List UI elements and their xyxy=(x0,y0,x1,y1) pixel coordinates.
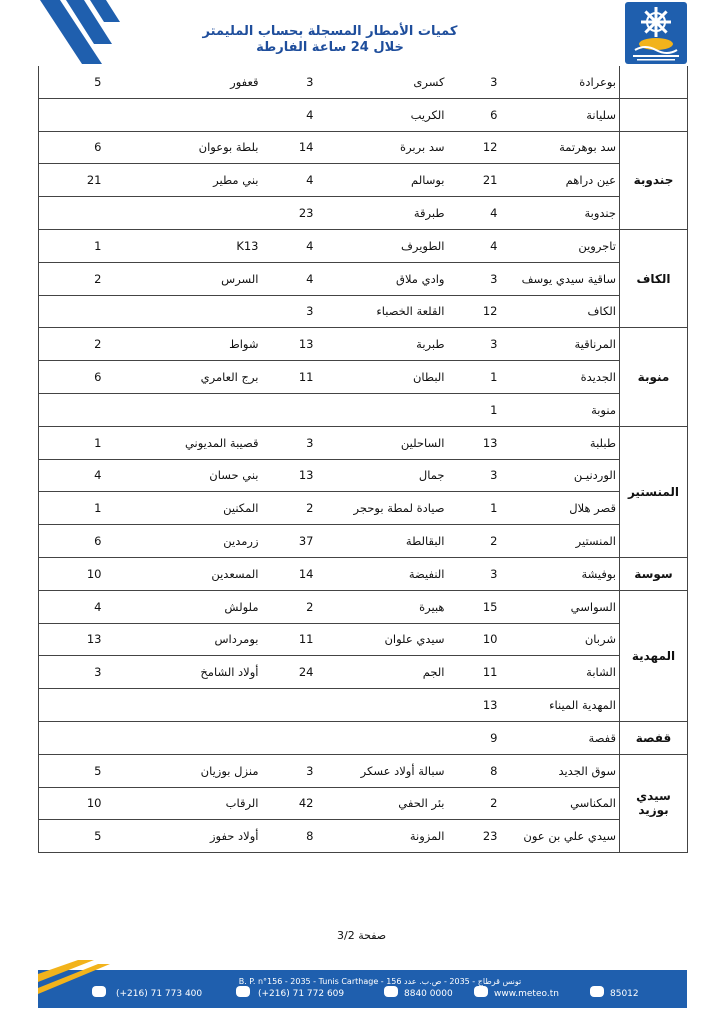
rainfall-value: 3 xyxy=(39,656,104,689)
station-name: المزونة xyxy=(316,820,448,853)
governorate-name: جندوبة xyxy=(620,131,688,229)
table-row xyxy=(39,98,688,131)
rainfall-value: 1 xyxy=(448,361,500,394)
station-name: طبربة xyxy=(316,328,448,361)
station-name: بوعرادة xyxy=(500,66,620,98)
station-name: الجديدة xyxy=(500,361,620,394)
station-name: الكريب xyxy=(316,98,448,131)
rainfall-value: 12 xyxy=(448,295,500,328)
rainfall-value: 11 xyxy=(262,623,316,656)
station-name: الساحلين xyxy=(316,426,448,459)
station-name: أولاد حفوز xyxy=(104,820,262,853)
rainfall-value: 5 xyxy=(39,754,104,787)
table-row xyxy=(39,623,688,656)
rainfall-value: 6 xyxy=(39,131,104,164)
rainfall-value: 2 xyxy=(39,328,104,361)
table-row xyxy=(39,492,688,525)
rainfall-value: 1 xyxy=(39,229,104,262)
station-name: السواسي xyxy=(500,590,620,623)
table-row xyxy=(39,525,688,558)
rainfall-value: 3 xyxy=(448,328,500,361)
governorate-name: الكاف xyxy=(620,229,688,327)
station-name: بلطة بوعوان xyxy=(104,131,262,164)
station-name: شواط xyxy=(104,328,262,361)
table-row xyxy=(39,328,688,361)
station-name: قصر هلال xyxy=(500,492,620,525)
rainfall-value: 13 xyxy=(448,689,500,722)
table-row xyxy=(39,361,688,394)
station-name: السرس xyxy=(104,262,262,295)
rainfall-value: 3 xyxy=(448,262,500,295)
rainfall-value: 23 xyxy=(262,197,316,230)
station-name: طبرقة xyxy=(316,197,448,230)
table-row xyxy=(39,459,688,492)
rainfall-value: 13 xyxy=(448,426,500,459)
station-name: شربان xyxy=(500,623,620,656)
rainfall-value xyxy=(262,393,316,426)
station-name: المسعدين xyxy=(104,557,262,590)
station-name: جمال xyxy=(316,459,448,492)
station-name: أولاد الشامخ xyxy=(104,656,262,689)
mobile-icon xyxy=(590,986,604,997)
rainfall-value: 3 xyxy=(448,66,500,98)
station-name: ساقية سيدي يوسف xyxy=(500,262,620,295)
table-row xyxy=(39,295,688,328)
phone-green-icon xyxy=(384,986,398,997)
table-row xyxy=(39,721,688,754)
rainfall-value: 15 xyxy=(448,590,500,623)
station-name: سيدي علي بن عون xyxy=(500,820,620,853)
station-name: القلعة الخصباء xyxy=(316,295,448,328)
rainfall-value: 21 xyxy=(448,164,500,197)
station-name: منزل بوزيان xyxy=(104,754,262,787)
table-row xyxy=(39,131,688,164)
rainfall-value: 2 xyxy=(262,492,316,525)
governorate-cell-empty xyxy=(620,66,688,98)
station-name: سد بربرة xyxy=(316,131,448,164)
document-title: كميات الأمطار المسجلة بحساب المليمتر xyxy=(202,24,458,39)
rainfall-value: 6 xyxy=(39,525,104,558)
rainfall-value: 8 xyxy=(262,820,316,853)
station-name: جندوبة xyxy=(500,197,620,230)
rainfall-value: 13 xyxy=(39,623,104,656)
rainfall-value: 12 xyxy=(448,131,500,164)
table-row xyxy=(39,426,688,459)
station-name xyxy=(104,393,262,426)
governorate-name: المهدية xyxy=(620,590,688,721)
footer-website[interactable]: www.meteo.tn xyxy=(494,989,559,999)
station-name: عين دراهم xyxy=(500,164,620,197)
rainfall-value xyxy=(262,721,316,754)
rainfall-value: 24 xyxy=(262,656,316,689)
station-name: قفصة xyxy=(500,721,620,754)
table-row xyxy=(39,754,688,787)
page-number: صفحة 3/2 xyxy=(337,929,387,942)
rainfall-value: 3 xyxy=(262,426,316,459)
station-name: تاجروين xyxy=(500,229,620,262)
rainfall-value xyxy=(39,393,104,426)
rainfall-value: 5 xyxy=(39,820,104,853)
rainfall-value: 6 xyxy=(448,98,500,131)
station-name: سبالة أولاد عسكر xyxy=(316,754,448,787)
station-name: برج العامري xyxy=(104,361,262,394)
rainfall-value: 1 xyxy=(39,492,104,525)
table-row xyxy=(39,557,688,590)
station-name: بئر الحفي xyxy=(316,787,448,820)
rainfall-value: 4 xyxy=(262,164,316,197)
table-row xyxy=(39,656,688,689)
rainfall-table xyxy=(38,66,688,853)
rainfall-value: 4 xyxy=(262,229,316,262)
rainfall-value: 3 xyxy=(448,459,500,492)
rainfall-value: 13 xyxy=(262,459,316,492)
rainfall-value: 3 xyxy=(262,66,316,98)
station-name: المكناسي xyxy=(500,787,620,820)
governorate-name: منوبة xyxy=(620,328,688,426)
footer-phone-2: (+216) 71 772 609 xyxy=(258,989,345,999)
rainfall-value: 14 xyxy=(262,131,316,164)
station-name xyxy=(104,197,262,230)
station-name: بني حسان xyxy=(104,459,262,492)
table-row xyxy=(39,689,688,722)
rainfall-value xyxy=(262,689,316,722)
rainfall-value: 1 xyxy=(448,393,500,426)
governorate-name: سوسة xyxy=(620,557,688,590)
station-name: المكنين xyxy=(104,492,262,525)
rainfall-value: 3 xyxy=(262,754,316,787)
rainfall-value: 2 xyxy=(39,262,104,295)
station-name: البطان xyxy=(316,361,448,394)
table-row xyxy=(39,229,688,262)
phone-icon xyxy=(92,986,106,997)
station-name: بوفيشة xyxy=(500,557,620,590)
table-row xyxy=(39,164,688,197)
station-name: K13 xyxy=(104,229,262,262)
station-name: المنستير xyxy=(500,525,620,558)
station-name: كسرى xyxy=(316,66,448,98)
station-name: ملولش xyxy=(104,590,262,623)
station-name: زرمدين xyxy=(104,525,262,558)
institute-logo xyxy=(625,2,687,64)
rainfall-value: 2 xyxy=(448,787,500,820)
station-name: المهدية الميناء xyxy=(500,689,620,722)
rainfall-value: 2 xyxy=(262,590,316,623)
station-name: بني مطير xyxy=(104,164,262,197)
rainfall-value: 37 xyxy=(262,525,316,558)
rainfall-value: 10 xyxy=(39,557,104,590)
rainfall-value: 4 xyxy=(448,197,500,230)
footer-phone-1: (+216) 71 773 400 xyxy=(116,989,203,999)
station-name: وادي ملاق xyxy=(316,262,448,295)
rainfall-value: 10 xyxy=(39,787,104,820)
rainfall-value: 5 xyxy=(39,66,104,98)
governorate-name: المنستير xyxy=(620,426,688,557)
station-name xyxy=(104,98,262,131)
station-name: النفيضة xyxy=(316,557,448,590)
rainfall-value: 8 xyxy=(448,754,500,787)
table-row xyxy=(39,262,688,295)
table-row xyxy=(39,66,688,98)
table-row xyxy=(39,820,688,853)
rainfall-value: 4 xyxy=(262,262,316,295)
rainfall-value: 13 xyxy=(262,328,316,361)
footer-address: B. P. n°156 - 2035 - Tunis Carthage - تونس قرطاج - 2035 - ص.ب. عدد 156 xyxy=(238,977,522,986)
rainfall-value xyxy=(39,721,104,754)
station-name: منوبة xyxy=(500,393,620,426)
governorate-cell-empty xyxy=(620,98,688,131)
rainfall-value: 2 xyxy=(448,525,500,558)
station-name: المرناقية xyxy=(500,328,620,361)
rainfall-value: 14 xyxy=(262,557,316,590)
rainfall-value: 4 xyxy=(39,459,104,492)
rainfall-value xyxy=(39,689,104,722)
rainfall-value: 11 xyxy=(262,361,316,394)
rainfall-value xyxy=(39,98,104,131)
station-name xyxy=(104,295,262,328)
station-name: الجم xyxy=(316,656,448,689)
station-name: هبيرة xyxy=(316,590,448,623)
rainfall-value: 4 xyxy=(262,98,316,131)
station-name: الوردنيـن xyxy=(500,459,620,492)
station-name xyxy=(316,721,448,754)
station-name: الشابة xyxy=(500,656,620,689)
fax-icon xyxy=(236,986,250,997)
rainfall-value: 11 xyxy=(448,656,500,689)
governorate-name: سيدي بوزيد xyxy=(620,754,688,852)
footer-phone-4: 85012 xyxy=(610,989,639,999)
station-name: سوق الجديد xyxy=(500,754,620,787)
station-name: بومرداس xyxy=(104,623,262,656)
governorate-name: قفصة xyxy=(620,721,688,754)
station-name: صيادة لمطة بوحجر xyxy=(316,492,448,525)
station-name: الرقاب xyxy=(104,787,262,820)
station-name: سيدي علوان xyxy=(316,623,448,656)
station-name xyxy=(316,393,448,426)
station-name xyxy=(104,689,262,722)
station-name: البقالطة xyxy=(316,525,448,558)
rainfall-value xyxy=(39,197,104,230)
document-subtitle: خلال 24 ساعة الفارطة xyxy=(256,40,404,55)
rainfall-value: 42 xyxy=(262,787,316,820)
station-name: قعفور xyxy=(104,66,262,98)
rainfall-value: 10 xyxy=(448,623,500,656)
station-name xyxy=(104,721,262,754)
rainfall-value: 3 xyxy=(448,557,500,590)
rainfall-value xyxy=(39,295,104,328)
table-row xyxy=(39,197,688,230)
station-name: سليانة xyxy=(500,98,620,131)
table-row xyxy=(39,393,688,426)
station-name: بوسالم xyxy=(316,164,448,197)
header-stripes-graphic xyxy=(0,0,130,70)
station-name: طبلبة xyxy=(500,426,620,459)
station-name: قصيبة المديوني xyxy=(104,426,262,459)
station-name: الكاف xyxy=(500,295,620,328)
rainfall-value: 1 xyxy=(448,492,500,525)
globe-icon xyxy=(474,986,488,997)
station-name: الطويرف xyxy=(316,229,448,262)
rainfall-value: 4 xyxy=(448,229,500,262)
rainfall-value: 3 xyxy=(262,295,316,328)
rainfall-value: 23 xyxy=(448,820,500,853)
rainfall-value: 21 xyxy=(39,164,104,197)
rainfall-value: 1 xyxy=(39,426,104,459)
table-row xyxy=(39,787,688,820)
station-name xyxy=(316,689,448,722)
rainfall-value: 6 xyxy=(39,361,104,394)
table-row xyxy=(39,590,688,623)
rainfall-value: 9 xyxy=(448,721,500,754)
footer-phone-3: 8840 0000 xyxy=(404,989,453,999)
rainfall-value: 4 xyxy=(39,590,104,623)
station-name: سد بوهرتمة xyxy=(500,131,620,164)
